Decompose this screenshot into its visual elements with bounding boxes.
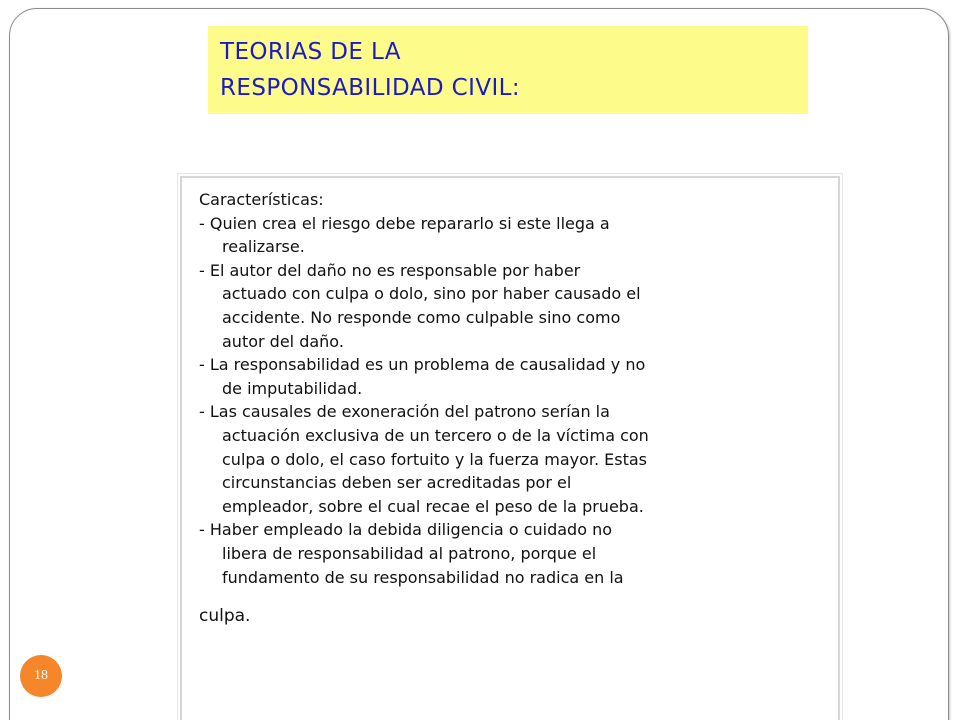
list-item-1: - Quien crea el riesgo debe repararlo si este llega a realizarse. (199, 213, 610, 257)
list-item-5-text: - Haber empleado la debida diligencia o cuidado no libera de responsabilidad al patrono, porque el fundamento de su responsabilidad no radica en la (199, 520, 624, 587)
list-item-5-last-word: culpa. (199, 606, 251, 627)
page-number-badge: 18 (20, 655, 62, 697)
characteristics-heading: Características: (199, 190, 324, 209)
list-item-4: - Las causales de exoneración del patrono serían la actuación exclusiva de un tercero o de la víctima con culpa o dolo, el caso fortuito y la fuerza mayor. Estas circunstancias deben ser acreditadas por el empleador, sobre el cual recae el peso de la prueba. (199, 402, 649, 516)
slide-title: TEORIAS DE LA RESPONSABILIDAD CIVIL: (220, 39, 520, 101)
title-box (208, 26, 808, 114)
list-item-5 (199, 518, 839, 628)
list-item-3: - La responsabilidad es un problema de causalidad y no de imputabilidad. (199, 355, 646, 398)
list-item-2: - El autor del daño no es responsable por haber actuado con culpa o dolo, sino por haber causado el accidente. No responde como culpable sino como autor del daño. (199, 260, 641, 351)
content-text (199, 188, 839, 629)
content-box (180, 176, 840, 720)
